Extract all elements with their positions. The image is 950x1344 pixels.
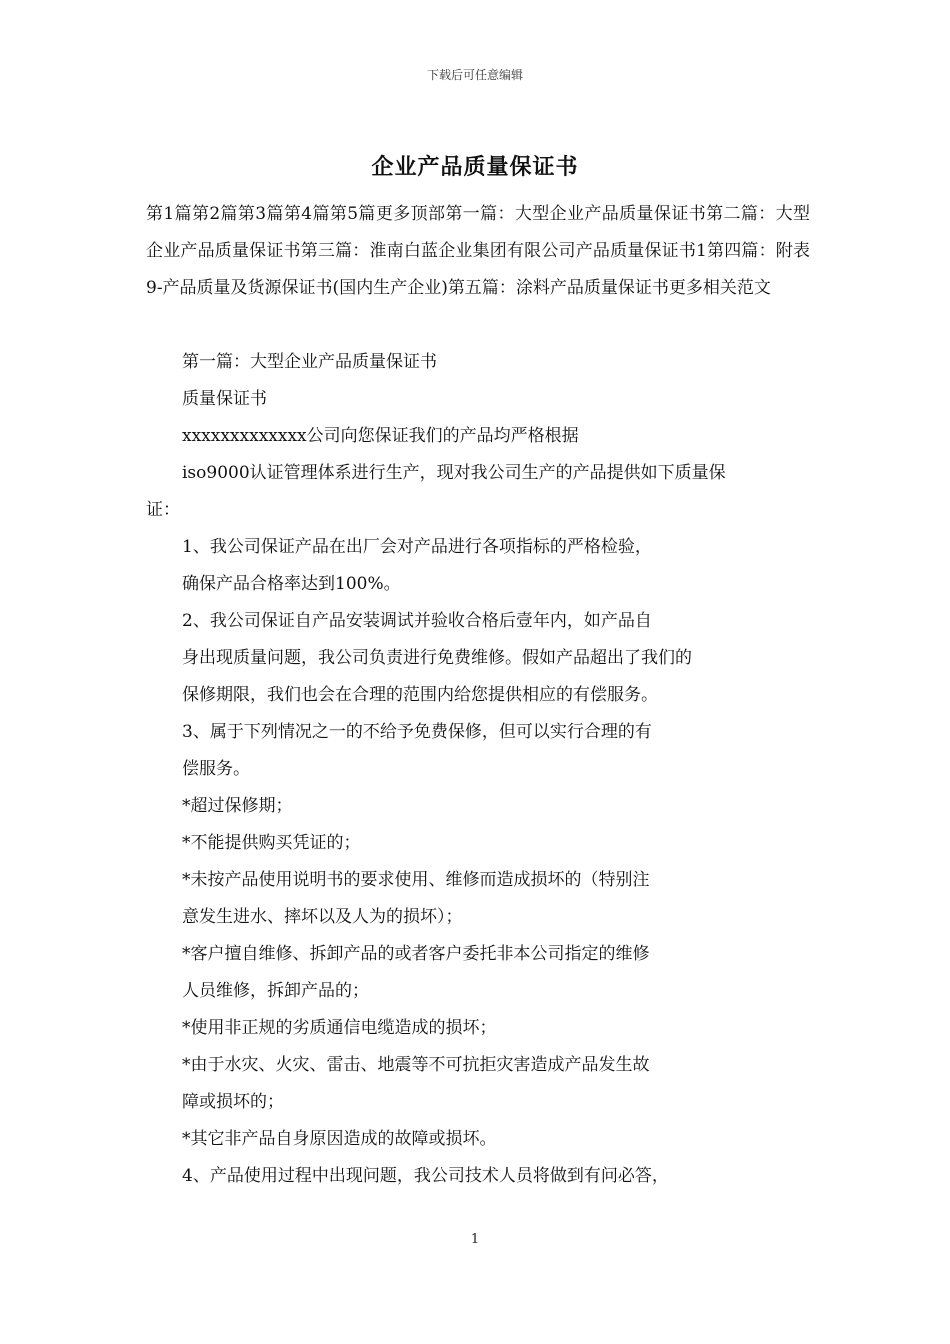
body-line: *使用非正规的劣质通信电缆造成的损坏； bbox=[182, 1018, 497, 1038]
body-line: 3、属于下列情况之一的不给予免费保修，但可以实行合理的有 bbox=[182, 722, 652, 742]
body-line: xxxxxxxxxxxxx公司向您保证我们的产品均严格根据 bbox=[182, 426, 579, 446]
body-line: 保修期限，我们也会在合理的范围内给您提供相应的有偿服务。 bbox=[182, 685, 658, 705]
page-number: 1 bbox=[470, 1232, 480, 1247]
body-line: 2、我公司保证自产品安装调试并验收合格后壹年内，如产品自 bbox=[182, 611, 652, 631]
body-line: 偿服务。 bbox=[182, 759, 250, 779]
body-line: *未按产品使用说明书的要求使用、维修而造成损坏的（特别注 bbox=[182, 870, 650, 890]
body-line: *客户擅自维修、拆卸产品的或者客户委托非本公司指定的维修 bbox=[182, 944, 650, 964]
body-line: 确保产品合格率达到100%。 bbox=[182, 574, 401, 594]
body-line: 质量保证书 bbox=[182, 389, 267, 409]
body-line: 证： bbox=[146, 500, 180, 520]
body-line: 意发生进水、摔坏以及人为的损坏）； bbox=[182, 907, 463, 927]
body-line: 障或损坏的； bbox=[182, 1092, 284, 1112]
body-line: 身出现质量问题，我公司负责进行免费维修。假如产品超出了我们的 bbox=[182, 648, 692, 668]
body-line: *不能提供购买凭证的； bbox=[182, 833, 361, 853]
intro-paragraph: 第1篇第2篇第3篇第4篇第5篇更多顶部第一篇：大型企业产品质量保证书第二篇：大型企业产品质量保证书第三篇：淮南白蓝企业集团有限公司产品质量保证书1第四篇：附表9-产品质量及货源保证书(国内生产企业)第五篇：涂料产品质量保证书更多相关范文 bbox=[146, 204, 810, 298]
body-line: *其它非产品自身原因造成的故障或损坏。 bbox=[182, 1129, 497, 1149]
body-line: iso9000认证管理体系进行生产，现对我公司生产的产品提供如下质量保 bbox=[182, 463, 726, 483]
body-line: 人员维修，拆卸产品的； bbox=[182, 981, 369, 1001]
body-line: *超过保修期； bbox=[182, 796, 293, 816]
body-line: *由于水灾、火灾、雷击、地震等不可抗拒灾害造成产品发生故 bbox=[182, 1055, 650, 1075]
body-line: 4、产品使用过程中出现问题，我公司技术人员将做到有问必答， bbox=[182, 1166, 669, 1186]
body-line: 第一篇：大型企业产品质量保证书 bbox=[182, 352, 437, 372]
document-title: 企业产品质量保证书 bbox=[371, 154, 579, 180]
header-note: 下载后可任意编辑 bbox=[426, 68, 523, 82]
document-body bbox=[0, 344, 950, 1195]
body-line: 1、我公司保证产品在出厂会对产品进行各项指标的严格检验， bbox=[182, 537, 652, 557]
